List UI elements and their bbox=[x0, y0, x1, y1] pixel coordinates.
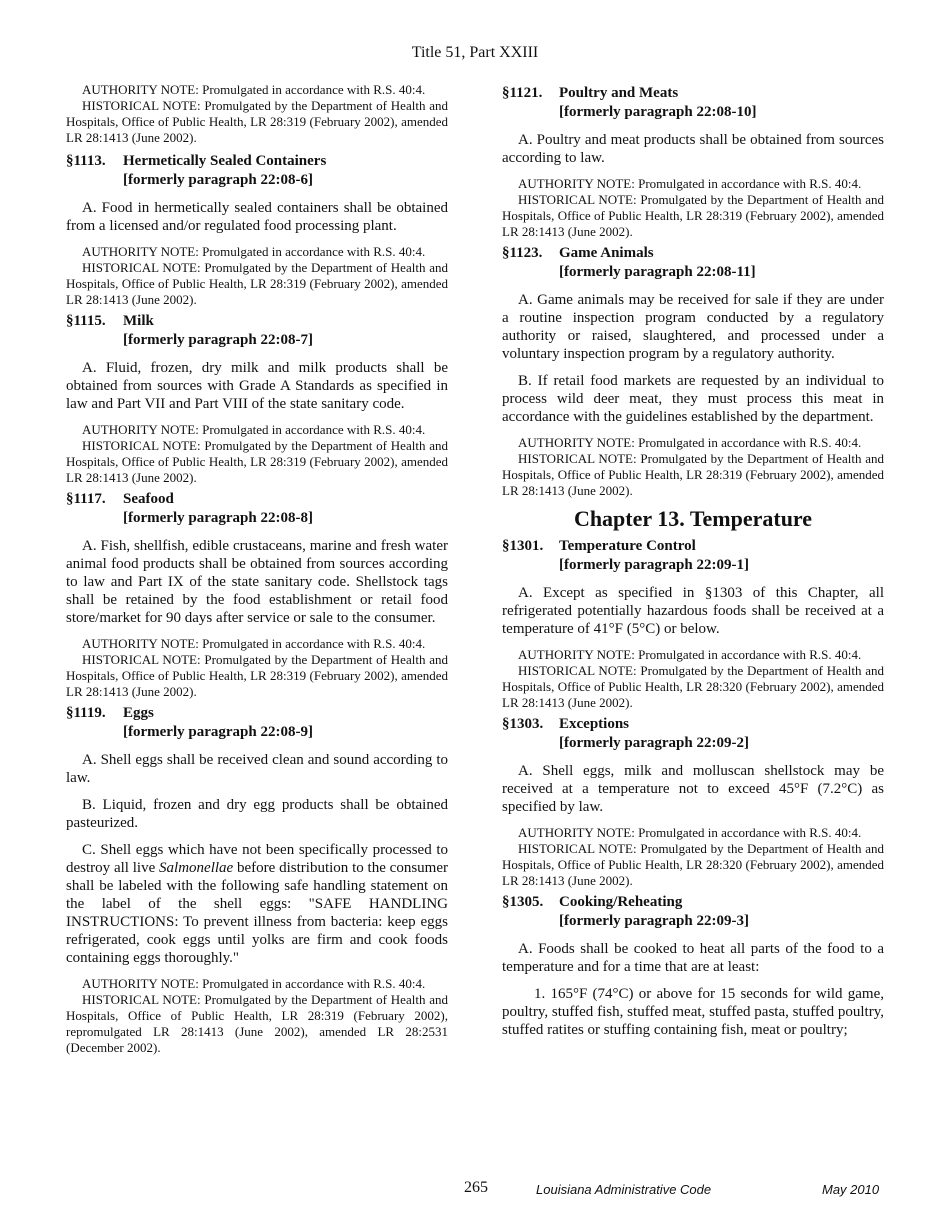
section-former-ref: [formerly paragraph 22:09-1] bbox=[559, 557, 749, 573]
section-title: Temperature Control bbox=[559, 538, 696, 554]
section-1113 bbox=[66, 152, 448, 308]
section-former-ref: [formerly paragraph 22:08-9] bbox=[123, 724, 313, 740]
historical-note: HISTORICAL NOTE: Promulgated by the Department of Health and Hospitals, Office of Public Health, LR 28:319 (February 2002), amended LR 28:1413 (June 2002). bbox=[66, 260, 448, 307]
authority-note: AUTHORITY NOTE: Promulgated in accordance with R.S. 40:4. bbox=[82, 636, 426, 651]
section-1121 bbox=[502, 84, 884, 240]
historical-note: HISTORICAL NOTE: Promulgated by the Department of Health and Hospitals, Office of Public Health, LR 28:319 (February 2002), amended LR 28:1413 (June 2002). bbox=[66, 652, 448, 699]
section-title: Seafood bbox=[123, 491, 174, 507]
paragraph: A. Food in hermetically sealed containers shall be obtained from a licensed and/or regulated food processing plant. bbox=[66, 200, 448, 234]
section-title: Hermetically Sealed Containers bbox=[123, 153, 327, 169]
section-heading bbox=[66, 704, 448, 742]
section-former-ref: [formerly paragraph 22:09-3] bbox=[559, 913, 749, 929]
section-1117 bbox=[66, 490, 448, 700]
paragraph bbox=[66, 841, 448, 967]
section-heading bbox=[502, 537, 884, 575]
paragraph: A. Shell eggs, milk and molluscan shellstock may be received at a temperature not to exceed 45°F (7.2°C) as specified by law. bbox=[502, 763, 884, 815]
section-number: §1123. bbox=[502, 245, 543, 261]
paragraph: A. Poultry and meat products shall be obtained from sources according to law. bbox=[502, 132, 884, 166]
section-former-ref: [formerly paragraph 22:08-10] bbox=[559, 104, 757, 120]
publication-name: Louisiana Administrative Code bbox=[536, 1182, 712, 1197]
paragraph: A. Shell eggs shall be received clean and sound according to law. bbox=[66, 752, 448, 786]
historical-note: HISTORICAL NOTE: Promulgated by the Department of Health and Hospitals, Office of Public Health, LR 28:320 (February 2002), amended LR 28:1413 (June 2002). bbox=[502, 663, 884, 710]
paragraph: B. If retail food markets are requested by an individual to process wild deer meat, they must process this meat in accordance with the guidelines established by the department. bbox=[502, 373, 884, 425]
paragraph: B. Liquid, frozen and dry egg products shall be obtained pasteurized. bbox=[66, 797, 448, 831]
section-heading bbox=[66, 490, 448, 528]
paragraph: A. Except as specified in §1303 of this Chapter, all refrigerated potentially hazardous foods shall be received at a temperature of 41°F (5°C) or below. bbox=[502, 585, 884, 637]
historical-note: HISTORICAL NOTE: Promulgated by the Department of Health and Hospitals, Office of Public Health, LR 28:319 (February 2002), amended LR 28:1413 (June 2002). bbox=[502, 451, 884, 498]
section-number: §1113. bbox=[66, 153, 106, 169]
section-former-ref: [formerly paragraph 22:08-8] bbox=[123, 510, 313, 526]
section-former-ref: [formerly paragraph 22:09-2] bbox=[559, 735, 749, 751]
section-former-ref: [formerly paragraph 22:08-6] bbox=[123, 172, 313, 188]
historical-note: HISTORICAL NOTE: Promulgated by the Department of Health and Hospitals, Office of Public Health, LR 28:319 (February 2002), repromulgated LR 28:1413 (June 2002), amended LR 28:2531 (December 2002). bbox=[66, 992, 448, 1055]
italic-term: Salmonellae bbox=[159, 860, 234, 876]
historical-note: HISTORICAL NOTE: Promulgated by the Department of Health and Hospitals, Office of Public Health, LR 28:319 (February 2002), amended LR 28:1413 (June 2002). bbox=[66, 438, 448, 485]
section-number: §1301. bbox=[502, 538, 544, 554]
paragraph-text: C. Shell eggs which have not been specifically processed to destroy all live bbox=[66, 842, 448, 876]
section-title: Cooking/Reheating bbox=[559, 894, 683, 910]
historical-note: HISTORICAL NOTE: Promulgated by the Department of Health and Hospitals, Office of Public Health, LR 28:319 (February 2002), amended LR 28:1413 (June 2002). bbox=[66, 98, 448, 145]
paragraph-text: before distribution to the consumer shall be labeled with the following safe handling statement on the label of the shell eggs: "SAFE HANDLING INSTRUCTIONS: To prevent illness from bacteria: keep eggs refrigerated, cook eggs until yolks are firm and cook foods containing eggs thoroughly." bbox=[66, 860, 448, 966]
authority-note: AUTHORITY NOTE: Promulgated in accordance with R.S. 40:4. bbox=[82, 422, 426, 437]
section-heading bbox=[66, 312, 448, 350]
paragraph: A. Fish, shellfish, edible crustaceans, marine and fresh water animal food products shall be obtained from sources according to law and Part IX of the state sanitary code. Shellstock tags shall be retained by the food establishment or retail food store/market for 90 days after service or sale to the consumer. bbox=[66, 538, 448, 626]
authority-note: AUTHORITY NOTE: Promulgated in accordance with R.S. 40:4. bbox=[518, 435, 862, 450]
section-1123 bbox=[502, 244, 884, 499]
section-1119 bbox=[66, 704, 448, 1056]
section-1303 bbox=[502, 715, 884, 889]
left-column bbox=[66, 82, 448, 1056]
section-title: Eggs bbox=[123, 705, 154, 721]
section-number: §1115. bbox=[66, 313, 106, 329]
section-heading bbox=[502, 244, 884, 282]
section-number: §1117. bbox=[66, 491, 106, 507]
list-item: 1. 165°F (74°C) or above for 15 seconds for wild game, poultry, stuffed fish, stuffed meat, stuffed pasta, stuffed poultry, stuffed ratites or stuffing containing fish, meat or poultry; bbox=[502, 986, 884, 1038]
page-footer bbox=[0, 1179, 950, 1199]
paragraph: A. Fluid, frozen, dry milk and milk products shall be obtained from sources with Grade A Standards as specified in law and Part VII and Part VIII of the state sanitary code. bbox=[66, 360, 448, 412]
authority-note: AUTHORITY NOTE: Promulgated in accordance with R.S. 40:4. bbox=[518, 825, 862, 840]
historical-note: HISTORICAL NOTE: Promulgated by the Department of Health and Hospitals, Office of Public Health, LR 28:319 (February 2002), amended LR 28:1413 (June 2002). bbox=[502, 192, 884, 239]
section-1115 bbox=[66, 312, 448, 486]
section-title: Exceptions bbox=[559, 716, 630, 732]
section-former-ref: [formerly paragraph 22:08-11] bbox=[559, 264, 756, 280]
section-number: §1121. bbox=[502, 85, 543, 101]
paragraph: A. Foods shall be cooked to heat all parts of the food to a temperature and for a time that are at least: bbox=[502, 941, 884, 975]
section-1301 bbox=[502, 537, 884, 711]
authority-note: AUTHORITY NOTE: Promulgated in accordance with R.S. 40:4. bbox=[82, 82, 426, 97]
paragraph: A. Game animals may be received for sale if they are under a routine inspection program conducted by a regulatory authority or raised, slaughtered, and processed under a voluntary inspection program by a regulatory authority. bbox=[502, 292, 884, 362]
section-heading bbox=[502, 84, 884, 122]
section-former-ref: [formerly paragraph 22:08-7] bbox=[123, 332, 313, 348]
authority-note: AUTHORITY NOTE: Promulgated in accordance with R.S. 40:4. bbox=[82, 244, 426, 259]
section-number: §1119. bbox=[66, 705, 106, 721]
publication-date: May 2010 bbox=[822, 1182, 880, 1197]
authority-note: AUTHORITY NOTE: Promulgated in accordance with R.S. 40:4. bbox=[518, 176, 862, 191]
section-number: §1305. bbox=[502, 894, 544, 910]
section-title: Poultry and Meats bbox=[559, 85, 679, 101]
section-title: Game Animals bbox=[559, 245, 654, 261]
authority-note: AUTHORITY NOTE: Promulgated in accordance with R.S. 40:4. bbox=[518, 647, 862, 662]
section-heading bbox=[502, 715, 884, 753]
page-header: Title 51, Part XXIII bbox=[411, 44, 539, 61]
section-number: §1303. bbox=[502, 716, 544, 732]
section-title: Milk bbox=[123, 313, 154, 329]
right-column bbox=[502, 82, 884, 1039]
section-1305 bbox=[502, 893, 884, 1039]
chapter-heading: Chapter 13. Temperature bbox=[573, 506, 813, 531]
page-number: 265 bbox=[464, 1179, 488, 1196]
historical-note: HISTORICAL NOTE: Promulgated by the Department of Health and Hospitals, Office of Public Health, LR 28:320 (February 2002), amended LR 28:1413 (June 2002). bbox=[502, 841, 884, 888]
section-heading bbox=[502, 893, 884, 931]
authority-note: AUTHORITY NOTE: Promulgated in accordance with R.S. 40:4. bbox=[82, 976, 426, 991]
section-heading bbox=[66, 152, 448, 190]
